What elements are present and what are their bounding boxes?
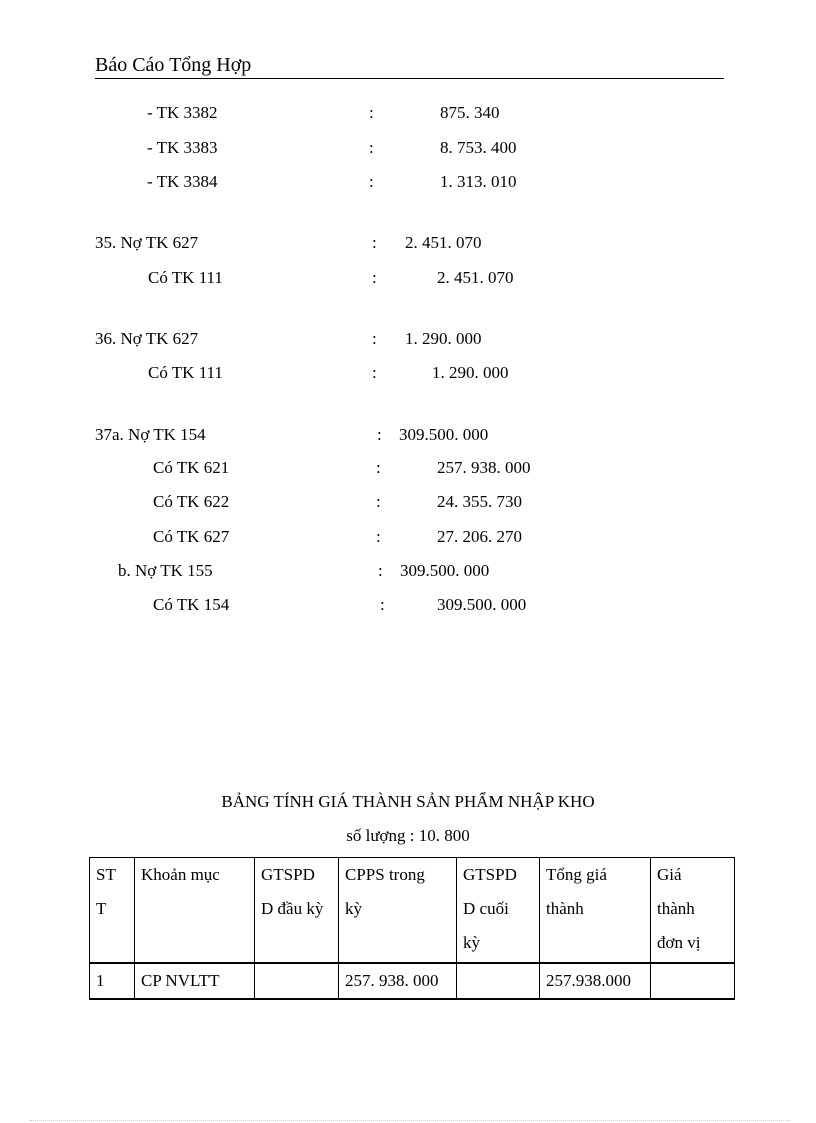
header-line: Giá xyxy=(657,865,682,884)
entry-label: Có TK 111 xyxy=(148,268,223,287)
entry-separator: : xyxy=(372,329,377,348)
cell-opening xyxy=(255,963,339,999)
entry-separator: : xyxy=(376,492,381,511)
header-cell-closing xyxy=(457,858,540,964)
header-cell-unit xyxy=(651,858,735,964)
header-line: Khoản mục xyxy=(141,865,220,884)
table-header-row xyxy=(90,858,735,964)
header-cell-cost xyxy=(339,858,457,964)
footer-divider xyxy=(30,1120,790,1121)
entry-label: - TK 3382 xyxy=(147,103,218,122)
cell-item: CP NVLTT xyxy=(135,963,255,999)
entry-label: 37a. Nợ TK 154 xyxy=(95,425,206,444)
entry-value: 309.500. 000 xyxy=(437,595,527,614)
cell-closing xyxy=(457,963,540,999)
entry-value: 2. 451. 070 xyxy=(437,268,514,287)
table-subtitle: số lượng : 10. 800 xyxy=(346,826,470,845)
entry-label: Có TK 622 xyxy=(153,492,230,511)
table-title: BẢNG TÍNH GIÁ THÀNH SẢN PHẨM NHẬP KHO xyxy=(221,792,595,811)
entry-value: 1. 290. 000 xyxy=(405,329,482,348)
header-line: GTSPD xyxy=(261,865,315,884)
header-line: thành xyxy=(657,899,695,918)
header-cell-opening xyxy=(255,858,339,964)
header-line: đơn vị xyxy=(657,933,701,952)
header-rule xyxy=(95,78,724,79)
entry-label: Có TK 154 xyxy=(153,595,230,614)
header-line: kỳ xyxy=(463,933,480,952)
header-line: CPPS trong xyxy=(345,865,425,884)
entry-value: 875. 340 xyxy=(440,103,500,122)
header-line: ST xyxy=(96,865,116,884)
entry-value: 8. 753. 400 xyxy=(440,138,517,157)
header-line: thành xyxy=(546,899,584,918)
entry-separator: : xyxy=(372,268,377,287)
cell-unit xyxy=(651,963,735,999)
entry-separator: : xyxy=(369,138,374,157)
entry-label: - TK 3384 xyxy=(147,172,218,191)
page-header-title: Báo Cáo Tổng Hợp xyxy=(95,54,252,76)
entry-value: 257. 938. 000 xyxy=(437,458,531,477)
entry-label: 36. Nợ TK 627 xyxy=(95,329,199,348)
header-line: Tổng giá xyxy=(546,865,607,884)
entry-separator: : xyxy=(369,103,374,122)
header-line: T xyxy=(96,899,107,918)
entry-separator: : xyxy=(372,363,377,382)
entry-label: Có TK 621 xyxy=(153,458,230,477)
entry-value: 1. 313. 010 xyxy=(440,172,517,191)
cell-total: 257.938.000 xyxy=(540,963,651,999)
entry-separator: : xyxy=(376,527,381,546)
entry-separator: : xyxy=(369,172,374,191)
entry-separator: : xyxy=(378,561,383,580)
header-cell-stt xyxy=(90,858,135,964)
cost-table xyxy=(89,857,735,1000)
header-cell-item xyxy=(135,858,255,964)
entry-label: Có TK 627 xyxy=(153,527,230,546)
entry-separator: : xyxy=(380,595,385,614)
header-line: D cuối xyxy=(463,899,509,918)
entry-label: - TK 3383 xyxy=(147,138,218,157)
cell-stt: 1 xyxy=(90,963,135,999)
entry-separator: : xyxy=(372,233,377,252)
entry-label: Có TK 111 xyxy=(148,363,223,382)
cell-cost: 257. 938. 000 xyxy=(339,963,457,999)
header-cell-total xyxy=(540,858,651,964)
table-row xyxy=(90,963,735,999)
entry-value: 1. 290. 000 xyxy=(432,363,509,382)
header-line: kỳ xyxy=(345,899,362,918)
entry-value: 2. 451. 070 xyxy=(405,233,482,252)
entry-separator: : xyxy=(377,425,382,444)
entry-value: 309.500. 000 xyxy=(399,425,489,444)
entry-label: 35. Nợ TK 627 xyxy=(95,233,199,252)
entry-value: 24. 355. 730 xyxy=(437,492,522,511)
entry-value: 309.500. 000 xyxy=(400,561,490,580)
entry-separator: : xyxy=(376,458,381,477)
entry-value: 27. 206. 270 xyxy=(437,527,522,546)
header-line: GTSPD xyxy=(463,865,517,884)
header-line: D đầu kỳ xyxy=(261,899,324,918)
entry-label: b. Nợ TK 155 xyxy=(118,561,213,580)
